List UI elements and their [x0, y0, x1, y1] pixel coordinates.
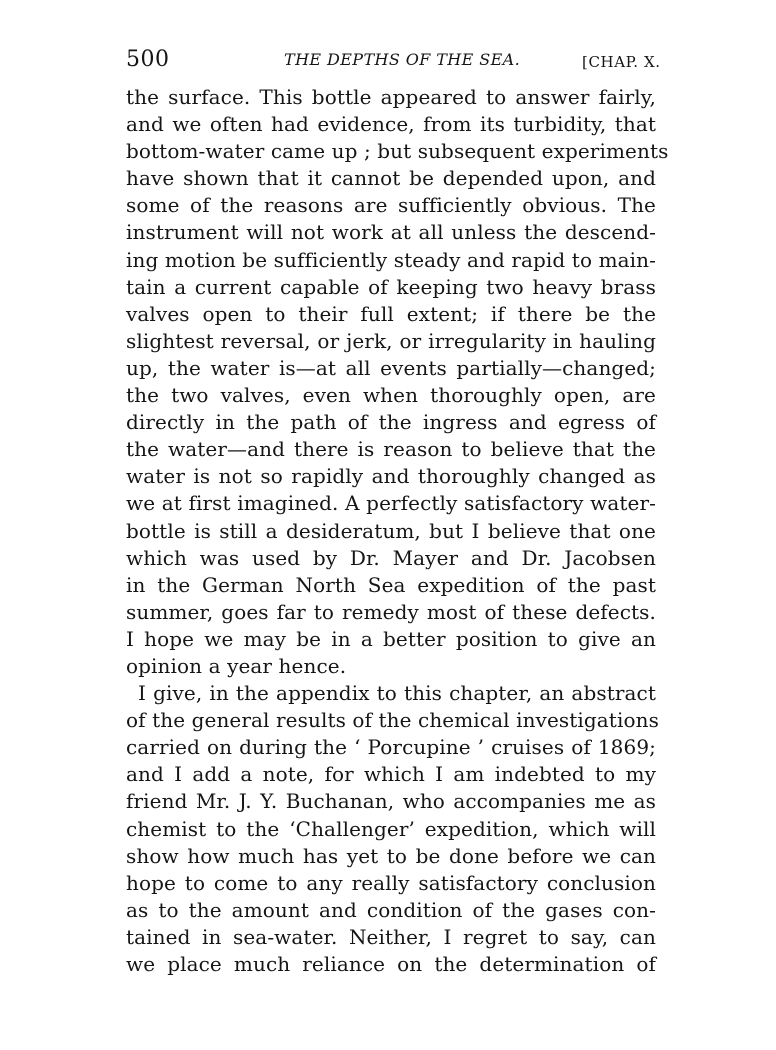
- text-line: slightest reversal, or jerk, or irregularity in hauling: [126, 328, 656, 353]
- text-line: friend Mr. J. Y. Buchanan, who accompanies me as: [126, 789, 656, 814]
- text-line: and we often had evidence, from its turbidity, that: [126, 112, 656, 137]
- text-line: instrument will not work at all unless the descend-: [126, 220, 656, 245]
- text-line: tained in sea-water. Neither, I regret to say, can: [126, 924, 656, 949]
- paragraph-start-line: I give, in the appendix to this chapter, an abstract: [138, 681, 656, 706]
- chapter-marker: [CHAP. X.: [582, 53, 661, 71]
- text-line: water is not so rapidly and thoroughly changed as: [126, 464, 656, 489]
- text-line: bottom-water came up ; but subsequent experiments: [126, 139, 669, 164]
- text-line: as to the amount and condition of the gases con-: [126, 897, 656, 922]
- paragraph-end-line: opinion a year hence.: [126, 653, 347, 678]
- text-line: show how much has yet to be done before we can: [126, 843, 656, 868]
- text-line: and I add a note, for which I am indebted to my: [126, 762, 656, 787]
- text-line: have shown that it cannot be depended upon, and: [126, 166, 656, 191]
- text-line: the two valves, even when thoroughly open, are: [126, 383, 656, 408]
- page-header: [126, 46, 661, 76]
- text-line: directly in the path of the ingress and egress of: [126, 410, 656, 435]
- text-line: in the German North Sea expedition of the past: [126, 572, 656, 597]
- text-line: which was used by Dr. Mayer and Dr. Jacobsen: [126, 545, 656, 570]
- text-line: chemist to the ‘Challenger’ expedition, which will: [126, 816, 656, 841]
- text-line: some of the reasons are sufficiently obvious. The: [126, 193, 656, 218]
- text-line: tain a current capable of keeping two heavy brass: [126, 274, 656, 299]
- page-number: 500: [126, 47, 170, 72]
- text-line: ing motion be sufficiently steady and rapid to main-: [126, 247, 656, 272]
- text-line: summer, goes far to remedy most of these defects.: [126, 599, 656, 624]
- text-line: of the general results of the chemical investigations: [126, 708, 659, 733]
- text-line: bottle is still a desideratum, but I believe that one: [126, 518, 656, 543]
- text-line: the water—and there is reason to believe that the: [126, 437, 656, 462]
- text-line: hope to come to any really satisfactory conclusion: [126, 870, 656, 895]
- text-line: we place much reliance on the determination of: [126, 952, 656, 976]
- text-line: up, the water is—at all events partially—changed;: [126, 355, 656, 380]
- text-line: carried on during the ‘ Porcupine ’ cruises of 1869;: [126, 735, 656, 760]
- text-line: the surface. This bottle appeared to answer fairly,: [126, 85, 656, 109]
- body-text: [126, 84, 669, 978]
- text-line: I hope we may be in a better position to give an: [126, 626, 656, 651]
- text-line: we at first imagined. A perfectly satisfactory water-: [126, 491, 656, 516]
- running-title: THE DEPTHS OF THE SEA.: [284, 50, 521, 69]
- text-line: valves open to their full extent; if there be the: [126, 301, 656, 326]
